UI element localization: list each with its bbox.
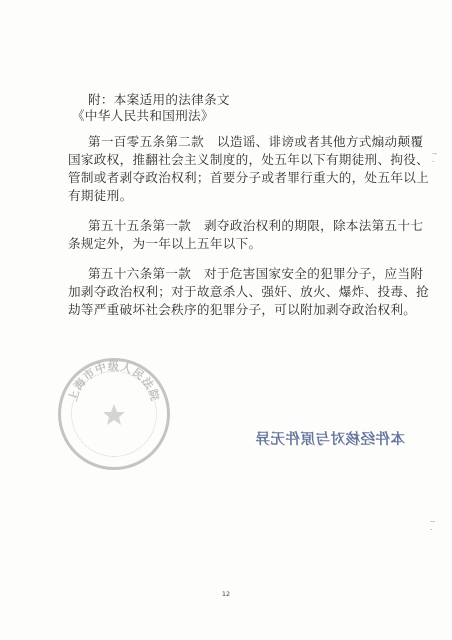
- paragraph-3-line-2: 加剥夺政治权利；对于故意杀人、强奸、放火、爆炸、投毒、抢: [68, 284, 430, 299]
- paragraph-3-line-1: 第五十六条第一款 对于危害国家安全的犯罪分子，应当附: [88, 266, 424, 281]
- paragraph-1-line-3: 管制或者剥夺政治权利；首要分子或者罪行重大的，处五年以上: [68, 170, 430, 185]
- verification-stamp: 本件经核对与原件无异: [255, 432, 405, 448]
- paragraph-1-line-4: 有期徒刑。: [68, 188, 133, 203]
- svg-text:上海市中级人民法院: [65, 359, 162, 403]
- paragraph-3-line-3: 劫等严重破坏社会秩序的犯罪分子，可以附加剥夺政治权利。: [68, 302, 417, 317]
- margin-mark-top: ·-·: [432, 150, 437, 166]
- paragraph-1-line-2: 国家政权，推翻社会主义制度的，处五年以下有期徒刑、拘役、: [68, 152, 430, 167]
- law-title: 《中华人民共和国刑法》: [72, 108, 214, 123]
- paragraph-1-line-1: 第一百零五条第二款 以造谣、诽谤或者其他方式煽动颠覆: [88, 134, 424, 149]
- appendix-heading: 附：本案适用的法律条文: [88, 92, 230, 107]
- paragraph-2-line-1: 第五十五条第一款 剥夺政治权利的期限，除本法第五十七: [88, 218, 424, 233]
- page-number: 12: [221, 590, 231, 598]
- paragraph-2-line-2: 条规定外，为一年以上五年以下。: [68, 236, 262, 251]
- court-seal: [58, 358, 170, 470]
- seal-ring-text-icon: [58, 358, 170, 470]
- margin-mark-bottom: ·-·: [430, 518, 435, 534]
- seal-text: 上海市中级人民法院: [66, 359, 162, 404]
